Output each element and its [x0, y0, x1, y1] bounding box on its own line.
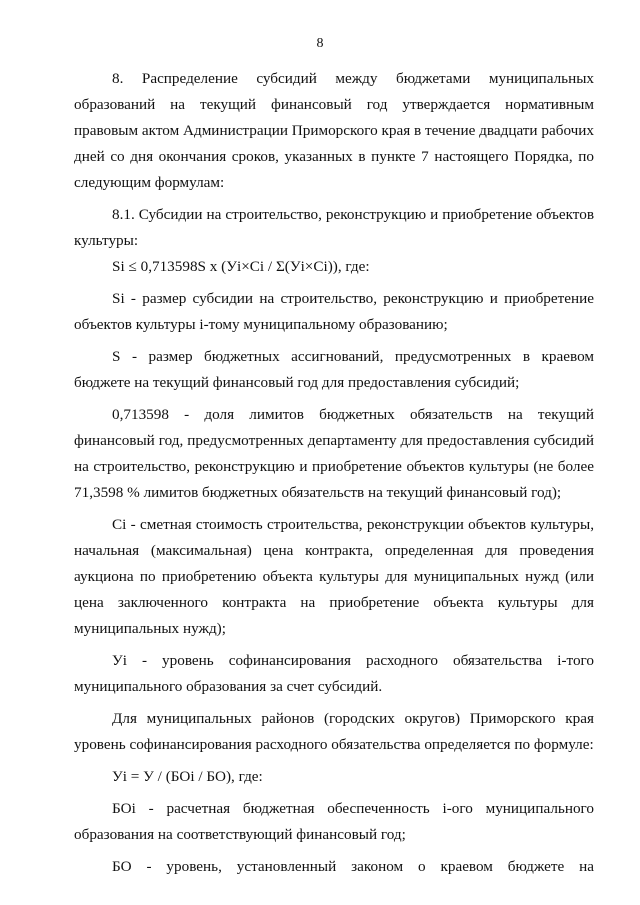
definition-si: Si - размер субсидии на строительство, реконструкцию и приобретение объектов культуры i-тому муниципальному образованию; — [74, 290, 594, 333]
page-number: 8 — [316, 36, 324, 51]
definition-boi: БОi - расчетная бюджетная обеспеченность i-ого муниципального образования на соответствующий финансовый год; — [74, 800, 594, 843]
paragraph-8-1: 8.1. Субсидии на строительство, реконструкцию и приобретение объектов культуры: — [74, 206, 594, 249]
definition-ci: Ci - сметная стоимость строительства, реконструкции объектов культуры, начальная (максимальная) цена контракта, определенная для проведения аукциона по приобретению объекта культуры для муниципальных нужд (или цена заключенного контракта на приобретение объекта культуры для муниципальных нужд); — [74, 516, 594, 637]
formula-yi: Уi = У / (БОi / БО), где: — [112, 768, 263, 785]
formula-si: Si ≤ 0,713598S x (Уi×Ci / Σ(Уi×Ci)), где: — [112, 258, 370, 275]
definition-coefficient: 0,713598 - доля лимитов бюджетных обязательств на текущий финансовый год, предусмотренных департаменту для предоставления субсидий на строительство, реконструкцию и приобретение объектов культуры (не более 71,3598 % лимитов бюджетных обязательств на текущий финансовый год); — [74, 406, 594, 501]
definition-yi: Уi - уровень софинансирования расходного обязательства i-того муниципального образования за счет субсидий. — [74, 652, 594, 695]
document-body — [74, 66, 594, 880]
definition-bo: БО - уровень, установленный законом о краевом бюджете на — [112, 858, 594, 875]
paragraph-8: 8. Распределение субсидий между бюджетами муниципальных образований на текущий финансовый год утверждается нормативным правовым актом Администрации Приморского края в течение двадцати рабочих дней со дня окончания сроков, указанных в пункте 7 настоящего Порядка, по следующим формулам: — [74, 70, 594, 191]
paragraph-districts: Для муниципальных районов (городских округов) Приморского края уровень софинансирования расходного обязательства определяется по формуле: — [74, 710, 594, 753]
definition-s: S - размер бюджетных ассигнований, предусмотренных в краевом бюджете на текущий финансовый год для предоставления субсидий; — [74, 348, 594, 391]
